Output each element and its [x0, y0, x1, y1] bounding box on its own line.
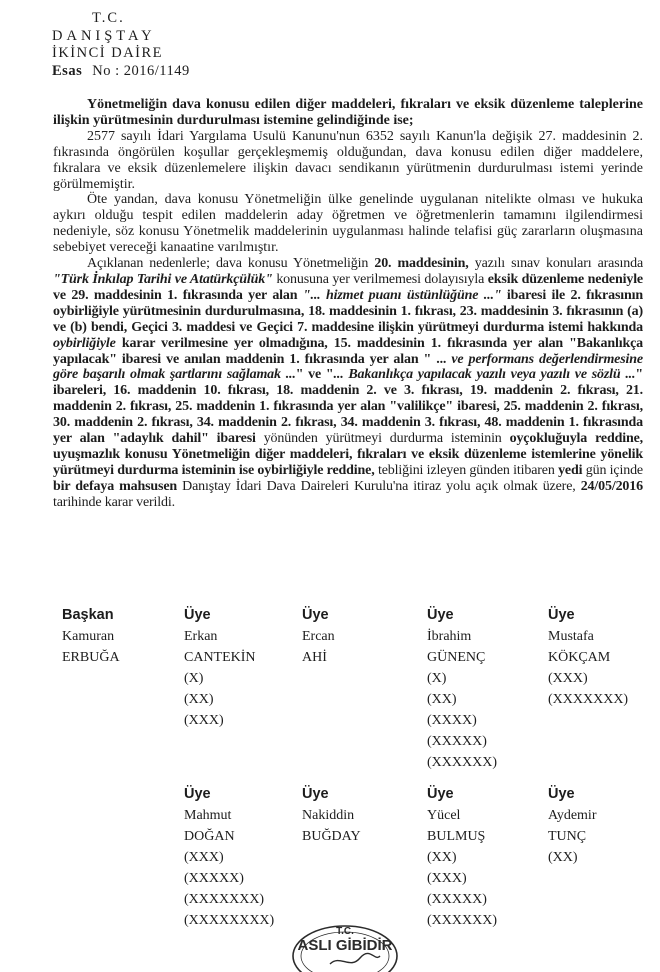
p4-c: yazılı sınav konuları arasında	[468, 256, 644, 272]
signature-baskan	[62, 605, 120, 668]
p4-l: " ve "	[295, 367, 334, 383]
signature-mark: (X)	[427, 671, 447, 686]
p4-v: 24/05/2016	[580, 478, 643, 494]
header-esas	[52, 63, 190, 81]
signature-member-cantekin	[184, 605, 256, 731]
signature-name: Nakiddin	[302, 808, 355, 823]
signature-name: Mustafa	[548, 629, 594, 644]
stamp-main-text: ASLI GİBİDİR	[297, 937, 393, 954]
signature-title: Üye	[184, 786, 211, 802]
signature-title: Üye	[302, 607, 329, 623]
signature-surname: GÜNENÇ	[427, 650, 486, 665]
header-tc: T.C.	[92, 10, 125, 26]
p4-g: "... hizmet puanı üstünlüğüne ..."	[302, 287, 502, 303]
signature-member-bugday	[302, 784, 361, 847]
p4-e: konusuna yer verilmemesi dolayısıyla	[272, 271, 488, 287]
signature-mark: (XX)	[184, 692, 214, 707]
header-daire: İKİNCİ DAİRE	[52, 45, 164, 61]
paragraph-3: Öte yandan, dava konusu Yönetmeliğin ülke genelinde uygulanan nitelikte olması ve hukuka aykırı olduğu tespit edilen maddelerin aday öğretmen ve öğretmenlerin tamamını ilgilendirmesi nedeniyle, söz konusu Yönetmelik maddelerinin uygulanması halinde telafisi güç zararların oluşmasına sebebiyet vereceği kanaatine varılmıştır.	[53, 192, 643, 256]
stamp-top-text: T.C.	[336, 926, 354, 937]
signature-mark: (XX)	[427, 850, 457, 865]
signature-mark: (X)	[184, 671, 204, 686]
p4-o: yönünden yürütmeyi durdurma isteminin	[255, 431, 510, 447]
decision-text	[53, 97, 643, 511]
stamp-signature-scribble	[330, 953, 380, 964]
paragraph-1-text: Yönetmeliğin dava konusu edilen diğer maddeleri, fıkraları ve eksik düzenleme taleplerine ilişkin yürütmesinin durdurulması istemine gelindiğinde ise;	[53, 97, 643, 128]
p4-u: Danıştay İdari Dava Daireleri Kurulu'na itiraz yolu açık olmak üzere,	[177, 478, 581, 494]
signature-surname: KÖKÇAM	[548, 650, 611, 665]
signature-mark: (XXXXXXX)	[548, 692, 629, 707]
p4-b: 20. maddesinin,	[374, 256, 469, 272]
signature-mark: (XXX)	[184, 850, 224, 865]
signature-mark: (XXXXXX)	[427, 755, 497, 770]
signature-name: Mahmut	[184, 808, 232, 823]
signature-surname: TUNÇ	[548, 829, 587, 844]
esas-value: No : 2016/1149	[92, 62, 190, 79]
p4-m: ... Bakanlıkça yapılacak yazılı veya yazılı ve sözlü ...	[333, 367, 636, 383]
p4-f: eksik düzenleme nedeniyle ve 29. maddesinin 1. fıkrasında yer alan	[53, 271, 644, 303]
p4-h: ibaresi ile 2. fıkrasının oybirliğiyle yürütmesinin durdurulmasına, 18. maddesinin 1. fıkrası, 23. maddesinin 3. fıkrasının (a) ve (b) bendi, Geçici 3. maddesi ve Geçici 7. maddesine ilişkin yürütmeyi durdurma istemi hakkında	[53, 287, 644, 335]
signature-mark: (XXXX)	[427, 713, 477, 728]
signature-name: İbrahim	[427, 629, 472, 644]
p4-w: tarihinde karar verildi.	[53, 494, 175, 510]
signature-name: Erkan	[184, 629, 218, 644]
signature-member-tunc	[548, 784, 596, 868]
signature-title: Üye	[548, 607, 575, 623]
header-danistay: DANIŞTAY	[52, 27, 156, 44]
paragraph-2: 2577 sayılı İdari Yargılama Usulü Kanunu'nun 6352 sayılı Kanun'la değişik 27. maddesinin 2. fıkrasında öngörülen koşullar gerçekleşmemiş olduğundan, dava konusu edilen diğer maddelere, fıkralara ve eksik düzenlemelere ilişkin davacı sendikanın yürütmenin durdurulması istemi yerinde görülmemiştir.	[53, 128, 643, 192]
signature-member-gunenc	[427, 605, 497, 773]
p4-p: oyçokluğuyla reddine, uyuşmazlık konusu Yönetmeliğin diğer maddeleri, fıkraları ve eksik düzenleme istemlerine yönelik yürütmeyi durdurma isteminin ise oybirliğiyle reddine,	[53, 431, 644, 478]
signature-member-dogan	[184, 784, 274, 931]
esas-label: Esas	[52, 62, 83, 79]
signature-mark: (XXX)	[184, 713, 224, 728]
signature-member-ahi	[302, 605, 335, 668]
signature-title: Başkan	[62, 607, 114, 623]
paragraph-4	[53, 256, 643, 511]
signature-mark: (XXX)	[427, 871, 467, 886]
p4-k: ve performans değerlendirmesine göre başarılı olmak şartlarını sağlamak ...	[53, 351, 643, 383]
signature-member-bulmus	[427, 784, 497, 931]
p4-a: Açıklanan nedenlerle; dava konusu Yönetmeliğin	[87, 256, 375, 272]
signature-title: Üye	[302, 786, 329, 802]
p4-n: " ibareleri, 16. maddenin 10. fıkrası, 18. maddenin 2. ve 3. fıkrası, 19. maddenin 2. fıkrası, 21. maddenin 2. fıkrası, 25. maddenin 1. fıkrasında yer alan "valilikçe" ibaresi, 25. maddenin 2. fıkrası, 30. maddenin 2. fıkrası, 34. maddenin 2. fıkrası, 34. maddenin 3. fıkrası, 48. maddenin 1. fıkrasında yer alan "adaylık dahil" ibaresi	[53, 367, 643, 447]
paragraph-1	[53, 97, 643, 129]
signature-title: Üye	[427, 607, 454, 623]
signature-surname: AHİ	[302, 650, 327, 665]
signature-mark: (XXXXXXXX)	[184, 913, 275, 928]
p4-r: yedi	[558, 462, 583, 478]
signature-name: Aydemir	[548, 808, 597, 823]
signature-mark: (XXXXX)	[427, 892, 487, 907]
signature-surname: BUĞDAY	[302, 829, 361, 844]
p4-j: karar verilmesine yer olmadığına, 15. maddesinin 1. fıkrasında yer alan "Bakanlıkça yapılacak" ibaresi ve anılan maddenin 1. fıkrasında yer alan " ...	[53, 335, 643, 367]
signature-surname: ERBUĞA	[62, 650, 120, 665]
certified-copy-stamp	[280, 912, 410, 972]
p4-i: oybirliğiyle	[53, 335, 116, 351]
document-header	[52, 10, 190, 80]
signature-name: Yücel	[427, 808, 461, 823]
signature-title: Üye	[427, 786, 454, 802]
p4-q: tebliğini izleyen günden itibaren	[374, 462, 559, 478]
signature-surname: BULMUŞ	[427, 829, 486, 844]
signature-surname: CANTEKİN	[184, 650, 256, 665]
signature-title: Üye	[548, 786, 575, 802]
signature-mark: (XXXXX)	[184, 871, 244, 886]
signature-mark: (XXX)	[548, 671, 588, 686]
signature-mark: (XXXXXXX)	[184, 892, 265, 907]
signature-mark: (XX)	[548, 850, 578, 865]
signature-member-kokcam	[548, 605, 628, 710]
signature-mark: (XXXXX)	[427, 734, 487, 749]
signature-title: Üye	[184, 607, 211, 623]
signature-name: Ercan	[302, 629, 335, 644]
signature-surname: DOĞAN	[184, 829, 235, 844]
signature-name: Kamuran	[62, 629, 115, 644]
p4-s: gün içinde	[582, 462, 643, 478]
p4-d: "Türk İnkılap Tarihi ve Atatürkçülük"	[53, 271, 273, 287]
signature-mark: (XX)	[427, 692, 457, 707]
signature-mark: (XXXXXX)	[427, 913, 497, 928]
p4-t: bir defaya mahsusen	[53, 478, 178, 494]
